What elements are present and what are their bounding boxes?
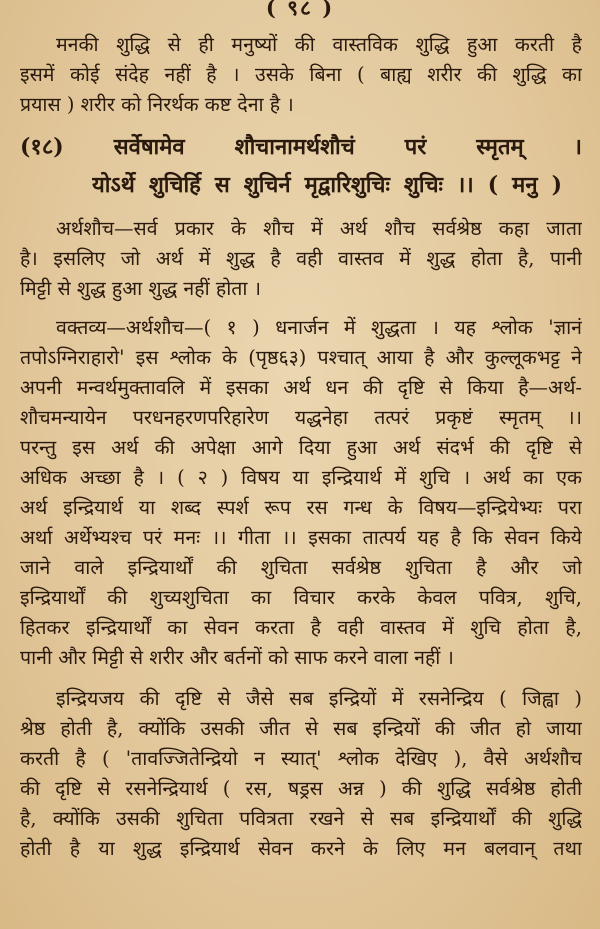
paragraph-line: हितकर इन्द्रियार्थों का सेवन करता है वही वास्तव में शुचि होता है,	[20, 616, 582, 639]
paragraph-line: इन्द्रियजय की दृष्टि से जैसे सब इन्द्रियों में रसनेन्द्रिय ( जिह्वा )	[56, 687, 582, 710]
paragraph-line: मनकी शुद्धि से ही मनुष्यों की वास्तविक शुद्धि हुआ करती है	[56, 33, 582, 56]
paragraph-line: अर्था अर्थेभ्यश्च परं मनः ।। गीता ।। इसका तात्पर्य यह है कि सेवन किये	[20, 526, 582, 549]
paragraph-line: प्रयास ) शरीर को निरर्थक कष्ट देना है ।	[20, 93, 294, 116]
paragraph-line: पानी और मिट्टी से शरीर और बर्तनों को साफ करने वाला नहीं ।	[20, 646, 454, 669]
paragraph-line: मिट्टी से शुद्ध हुआ शुद्ध नहीं होता ।	[20, 277, 262, 300]
paragraph-line: शौचमन्यायेन परधनहरणपरिहारेण यद्धनेहा तत्परं प्रकृष्टं स्मृतम् ।।	[20, 406, 582, 429]
paragraph-line: अधिक अच्छा है । ( २ ) विषय या इन्द्रियार्थ में शुचि । अर्थ का एक	[20, 466, 582, 489]
paragraph-line: है। इसलिए जो अर्थ में शुद्ध है वही वास्तव में शुद्ध होता है, पानी	[20, 247, 582, 270]
paragraph-line: की दृष्टि से रसनेन्द्रियार्थ ( रस, षड्रस अन्न ) की शुद्धि सर्वश्रेष्ठ होती	[20, 777, 582, 800]
paragraph-line: होती है या शुद्ध इन्द्रियार्थ सेवन करने के लिए मन बलवान् तथा	[20, 837, 582, 860]
paragraph-line: अर्थशौच—सर्व प्रकार के शौच में अर्थ शौच सर्वश्रेष्ठ कहा जाता	[56, 217, 582, 240]
paragraph-line: है, क्योंकि उसकी शुचिता पवित्रता रखने से सब इन्द्रियार्थों की शुद्धि	[20, 807, 582, 830]
paragraph-line: इसमें कोई संदेह नहीं है । उसके बिना ( बाह्य शरीर की शुद्धि का	[20, 63, 582, 86]
page-number: ( ९८ )	[265, 0, 335, 20]
verse-line-1: (१८) सर्वेषामेव शौचानामर्थशौचं परं स्मृतम् ।	[20, 134, 582, 160]
paragraph-line: वक्तव्य—अर्थशौच—( १ ) धनार्जन में शुद्धता । यह श्लोक 'ज्ञानं	[56, 316, 582, 339]
paragraph-line: करती है ( 'तावज्जितेन्द्रियो न स्यात्' श्लोक देखिए ), वैसे अर्थशौच	[20, 747, 582, 770]
paragraph-line: जाने वाले इन्द्रियार्थों की शुचिता सर्वश्रेष्ठ शुचिता है और जो	[20, 556, 582, 579]
paragraph-line: अर्थ इन्द्रियार्थ या शब्द स्पर्श रूप रस गन्ध के विषय—इन्द्रियेभ्यः परा	[20, 496, 582, 519]
paragraph-line: इन्द्रियार्थों की शुच्यशुचिता का विचार करके केवल पवित्र, शुचि,	[20, 586, 582, 609]
paragraph-line: अपनी मन्वर्थमुक्तावलि में इसका अर्थ धन की दृष्टि से किया है—अर्थ-	[20, 376, 582, 399]
paragraph-line: तपोऽग्निराहारो' इस श्लोक के (पृष्ठ६३) पश्चात् आया है और कुल्लूकभट्ट ने	[20, 346, 582, 369]
verse-line-2: योऽर्थे शुचिर्हि स शुचिर्न मृद्वारिशुचिः शुचिः ।। ( मनु )	[92, 172, 562, 198]
paragraph-line: श्रेष्ठ होती है, क्योंकि उसकी जीत से सब इन्द्रियों की जीत हो जाया	[20, 717, 582, 740]
paragraph-line: परन्तु इस अर्थ की अपेक्षा आगे दिया हुआ अर्थ संदर्भ की दृष्टि से	[20, 436, 582, 459]
